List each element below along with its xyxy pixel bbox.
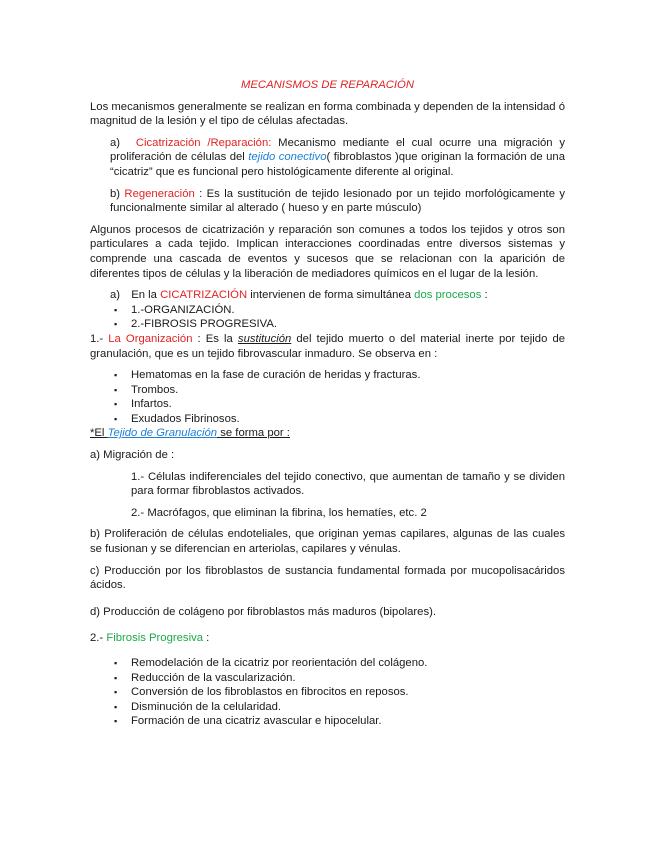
fibrosis-heading [90, 631, 565, 646]
heading-text: se forma por : [217, 427, 290, 440]
term-cicatrizacion-caps: CICATRIZACIÓN [160, 289, 248, 302]
line-text: intervienen de forma simultánea [247, 289, 415, 302]
proliferacion-paragraph: b) Proliferación de células endoteliales, que originan yemas capilares, algunas de las cuales se fusionan y se diferencian en arteriolas, capilares y vénulas. [90, 528, 565, 556]
list-item: ▪ Remodelación de la cicatriz por reorientación del colágeno. [90, 656, 565, 671]
line-text: : [481, 289, 488, 302]
intro-paragraph: Los mecanismos generalmente se realizan en forma combinada y dependen de la intensidad ó magnitud de la lesión y el tipo de células afectadas. [90, 100, 565, 128]
link-tejido-granulacion[interactable]: Tejido de Granulación [107, 427, 218, 440]
item-cicatrizacion [90, 136, 565, 180]
term-fibrosis: Fibrosis Progresiva [106, 632, 204, 645]
list-item: ▪ Disminución de la celularidad. [90, 700, 565, 715]
process-list [90, 303, 565, 332]
term-sustitucion: sustitución [237, 332, 292, 345]
heading-text: *El [90, 427, 108, 440]
term-regeneracion: Regeneración [124, 187, 195, 200]
para-text: del tejido muerto o del material inerte por tejido de granulación, que es un tejido fibrovascular inmaduro. Se observa en : [90, 332, 566, 360]
term-organizacion: La Organización [108, 332, 193, 345]
item-text: : Es la sustitución de tejido lesionado por un tejido morfológicamente y funcionalmente similar al alterado ( hueso y en parte músculo) [110, 187, 565, 215]
cicatrizacion-line [90, 288, 565, 303]
section-number: 2.- [90, 632, 107, 645]
para-text: : Es la [192, 332, 238, 345]
list-item: ▪ 2.-FIBROSIS PROGRESIVA. [90, 317, 565, 332]
list-item: ▪ Formación de una cicatriz avascular e hipocelular. [90, 714, 565, 729]
list-item: ▪ Trombos. [90, 383, 565, 398]
list-item: ▪ Exudados Fibrinosos. [90, 412, 565, 427]
link-tejido-conectivo[interactable]: tejido conectivo [248, 151, 327, 164]
migracion-item-2: 2.- Macrófagos, que eliminan la fibrina, los hematíes, etc. 2 [131, 506, 427, 519]
item-regeneracion [90, 187, 565, 216]
organizacion-list [90, 368, 565, 426]
document-page [90, 78, 565, 729]
term-cicatrizacion: Cicatrización /Reparación: [135, 136, 272, 149]
page-title: MECANISMOS DE REPARACIÓN [240, 79, 415, 91]
heading-text: : [203, 632, 210, 645]
item-marker: b) [110, 187, 121, 200]
list-item: ▪ Conversión de los fibroblastos en fibrocitos en reposos. [90, 685, 565, 700]
paragraph-procesos: Algunos procesos de cicatrización y reparación son comunes a todos los tejidos y otros son particulares a cada tejido. Implican interacciones coordinadas entre diversos sistemas y comprende una cascada de eventos y sucesos que se relacionan con la aparición de diferentes tipos de células y la liberación de mediadores químicos en el lugar de la lesión. [90, 223, 565, 280]
migracion-item-1: 1.- Células indiferenciales del tejido conectivo, que aumentan de tamaño y se dividen para formar fibroblastos activados. [131, 470, 565, 498]
list-item: ▪ 1.-ORGANIZACIÓN. [90, 303, 565, 318]
organizacion-paragraph [90, 332, 565, 361]
section-number: 1.- [90, 332, 109, 345]
list-item: ▪ Reducción de la vascularización. [90, 671, 565, 686]
list-item: ▪ Hematomas en la fase de curación de heridas y fracturas. [90, 368, 565, 383]
item-text: Mecanismo mediante el cual ocurre una migración y proliferación de células del [110, 136, 565, 164]
line-text: En la [131, 289, 161, 302]
term-dos-procesos: dos procesos [414, 289, 482, 302]
list-item: ▪ Infartos. [90, 397, 565, 412]
produccion-c-paragraph: c) Producción por los fibroblastos de sustancia fundamental formada por mucopolisacáridos ácidos. [90, 564, 565, 592]
item-marker: a) [110, 289, 121, 302]
produccion-d-paragraph: d) Producción de colágeno por fibroblastos más maduros (bipolares). [90, 605, 436, 618]
granulacion-heading [90, 426, 565, 441]
item-text: ( fibroblastos )que originan la formación de una “cicatriz” que es funcional pero histológicamente diferente al original. [110, 151, 565, 178]
item-marker: a) [110, 136, 121, 149]
fibrosis-list [90, 656, 565, 729]
migracion-label: a) Migración de : [90, 449, 175, 462]
